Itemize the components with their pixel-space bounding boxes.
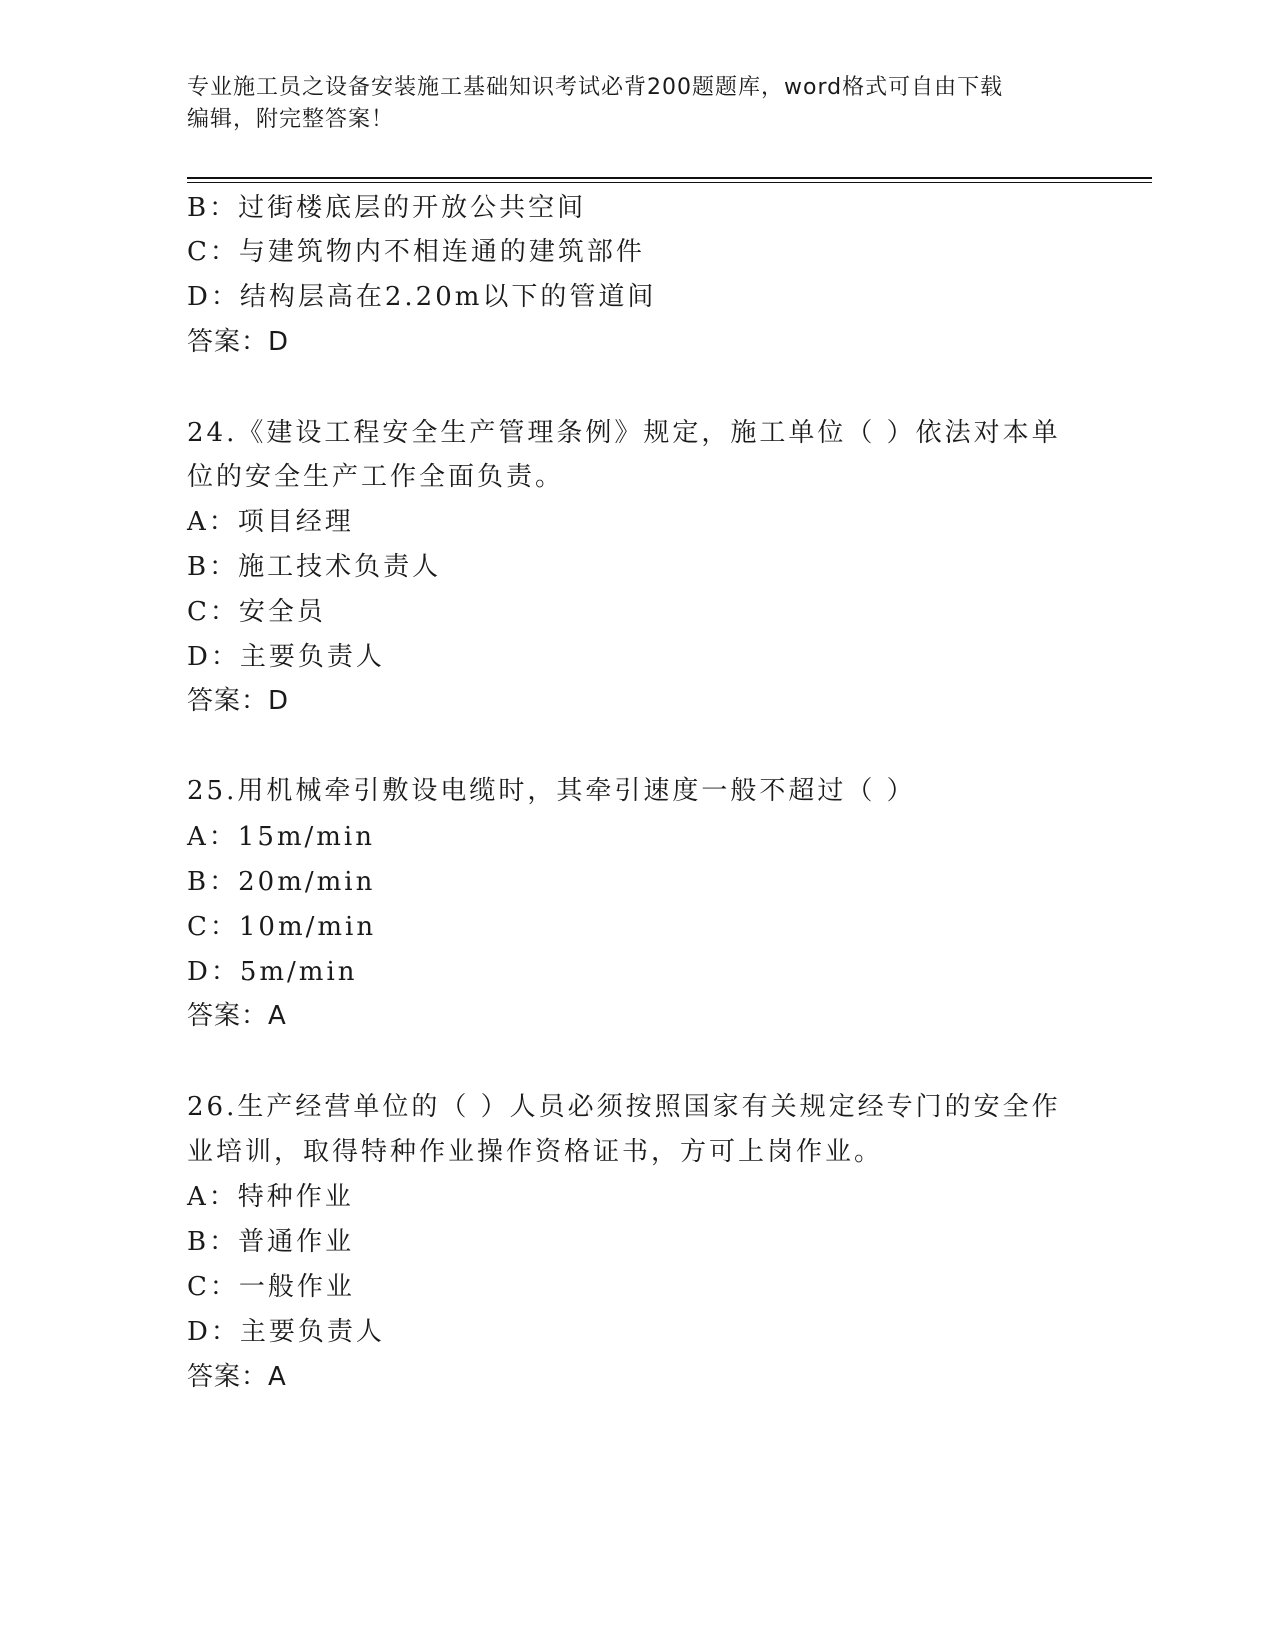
q24-answer: 答案：D [187,686,290,716]
q23-answer: 答案：D [187,327,290,357]
q24-stem-line-1: 24.《建设工程安全生产管理条例》规定，施工单位（ ）依法对本单 [187,418,1061,448]
q23-option-d: D：结构层高在2.20m以下的管道间 [187,282,657,312]
q25-option-d: D：5m/min [187,957,358,987]
q25-option-a: A：15m/min [187,822,375,852]
document-header [187,72,1087,136]
q26-answer: 答案：A [187,1362,287,1392]
header-divider-thick [187,177,1152,179]
q23-option-c: C：与建筑物内不相连通的建筑部件 [187,237,645,267]
q26-stem-line-1: 26.生产经营单位的（ ）人员必须按照国家有关规定经专门的安全作 [187,1092,1061,1122]
q26-option-b: B：普通作业 [187,1227,355,1257]
header-line-2: 编辑，附完整答案！ [187,107,395,132]
q24-option-c: C：安全员 [187,597,326,627]
q24-option-b: B：施工技术负责人 [187,552,442,582]
header-divider-thin [187,182,1152,183]
q26-stem-line-2: 业培训，取得特种作业操作资格证书，方可上岗作业。 [187,1137,884,1167]
q25-stem-line-1: 25.用机械牵引敷设电缆时，其牵引速度一般不超过（ ） [187,776,916,806]
q25-answer: 答案：A [187,1001,287,1031]
q23-option-b: B：过街楼底层的开放公共空间 [187,193,587,223]
q24-option-d: D：主要负责人 [187,642,385,672]
q25-option-b: B：20m/min [187,867,376,897]
header-line-1: 专业施工员之设备安装施工基础知识考试必背200题题库，word格式可自由下载 [187,75,1004,100]
q25-option-c: C：10m/min [187,912,377,942]
q26-option-d: D：主要负责人 [187,1317,385,1347]
q26-option-c: C：一般作业 [187,1272,355,1302]
q24-option-a: A：项目经理 [187,507,354,537]
q24-stem-line-2: 位的安全生产工作全面负责。 [187,462,565,492]
q26-option-a: A：特种作业 [187,1182,354,1212]
